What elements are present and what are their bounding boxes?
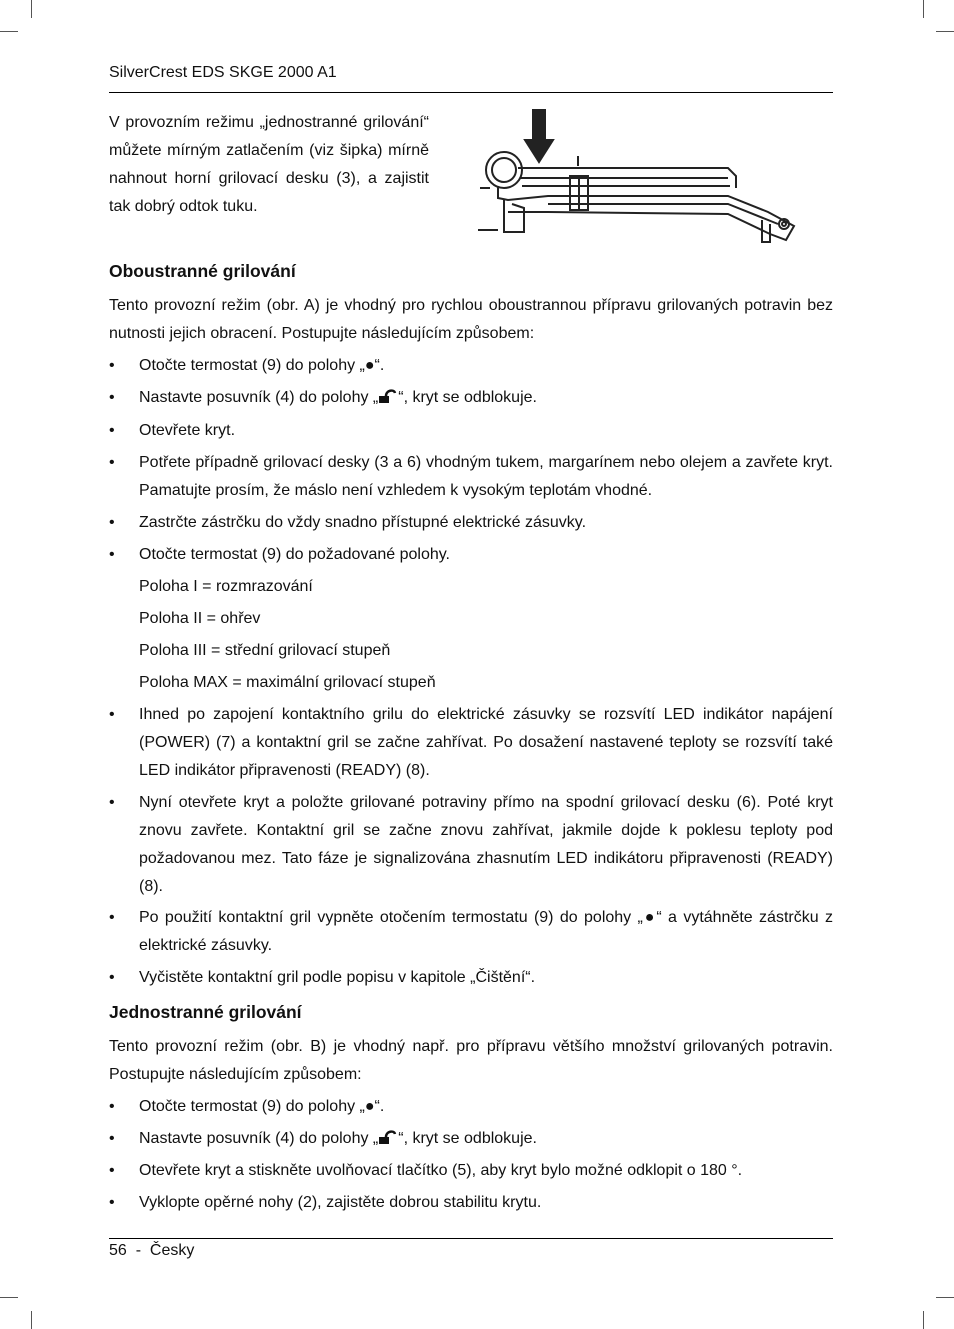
list-item-text: Ihned po zapojení kontaktního grilu do elektrické zásuvky se rozsvítí LED indikátor napájení (POWER) (7) a kontaktní gril se začne zahřívat. Po dosažení nastavené teploty se rozsvítí také LED indikátor připravenosti (READY) (8). (139, 706, 833, 779)
crop-mark (936, 1297, 954, 1298)
header-title: SilverCrest EDS SKGE 2000 A1 (109, 64, 337, 81)
crop-mark (923, 0, 924, 18)
list-item-text: Nyní otevřete kryt a položte grilované potraviny přímo na spodní grilovací desku (6). Poté kryt znovu zavřete. Kontaktní gril se začne znovu zahřívat, jakmile dojde k poklesu teploty pod požadovanou mez. Tato fáze je signalizována zhasnutím LED indikátoru připravenosti (READY) (8). (139, 794, 833, 895)
header-divider (109, 92, 833, 93)
intro-paragraph: V provozním režimu „jednostranné grilování“ můžete mírným zatlačením (viz šipka) mírně nahnout horní grilovací desku (3), a zajistit tak dobrý odtok tuku. (109, 114, 429, 215)
list-item-text: Otočte termostat (9) do polohy „●“. (139, 357, 385, 374)
crop-mark (0, 31, 18, 32)
list-item (109, 904, 833, 960)
unlock-icon (378, 388, 398, 404)
list-item (109, 1189, 833, 1217)
bullet: • (109, 969, 115, 986)
text-after-symbol: “, kryt se odblokuje. (398, 1130, 537, 1147)
grill-tilt-illustration (478, 108, 806, 244)
crop-mark (0, 1297, 18, 1298)
list-item (109, 789, 833, 901)
crop-mark (923, 1311, 924, 1329)
bullet: • (109, 1194, 115, 1211)
list-item (109, 417, 833, 445)
text-after-symbol: “, kryt se odblokuje. (398, 389, 537, 406)
list-item-text: Vyklopte opěrné nohy (2), zajistěte dobrou stabilitu krytu. (139, 1194, 542, 1211)
section-heading: Oboustranné grilování (109, 261, 296, 281)
bullet: • (109, 546, 115, 563)
list-item (109, 384, 833, 412)
crop-mark (936, 31, 954, 32)
list-item (109, 449, 833, 505)
section-heading: Jednostranné grilování (109, 1002, 302, 1022)
list-item-text: Otočte termostat (9) do požadované polohy. (139, 546, 450, 563)
list-item-text (139, 384, 833, 412)
list-item (109, 1125, 833, 1153)
footer-divider (109, 1238, 833, 1239)
bullet: • (109, 909, 115, 926)
list-item-text: Otevřete kryt. (139, 422, 236, 439)
bullet: • (109, 389, 115, 406)
down-arrow-icon (525, 110, 553, 162)
bullet: • (109, 454, 115, 471)
bullet: • (109, 422, 115, 439)
list-item (109, 1157, 833, 1185)
bullet: • (109, 357, 115, 374)
list-item-text: Po použití kontaktní gril vypněte otočením termostatu (9) do polohy „●“ a vytáhněte zástrčku z elektrické zásuvky. (139, 909, 833, 954)
bullet: • (109, 1098, 115, 1115)
list-item-text: Vyčistěte kontaktní gril podle popisu v kapitole „Čištění“. (139, 969, 536, 986)
list-item-text: Otočte termostat (9) do polohy „●“. (139, 1098, 385, 1115)
list-item (109, 964, 833, 992)
position-item: Poloha MAX = maximální grilovací stupeň (139, 674, 436, 691)
list-item (109, 541, 833, 569)
text-before-symbol: Nastavte posuvník (4) do polohy „ (139, 389, 379, 406)
position-item: Poloha III = střední grilovací stupeň (139, 642, 391, 659)
text-before-symbol: Nastavte posuvník (4) do polohy „ (139, 1130, 379, 1147)
list-item (109, 1093, 833, 1121)
bullet: • (109, 1162, 115, 1179)
list-item-text: Otevřete kryt a stiskněte uvolňovací tlačítko (5), aby kryt bylo možné odklopit o 180 °. (139, 1162, 743, 1179)
bullet: • (109, 794, 115, 811)
position-item: Poloha I = rozmrazování (139, 578, 313, 595)
bullet: • (109, 706, 115, 723)
position-item: Poloha II = ohřev (139, 610, 261, 627)
list-item (109, 701, 833, 785)
crop-mark (31, 0, 32, 18)
list-item-text (139, 1125, 833, 1153)
bullet: • (109, 514, 115, 531)
section-intro: Tento provozní režim (obr. B) je vhodný např. pro přípravu většího množství grilovaných potravin. Postupujte následujícím způsobem: (109, 1038, 833, 1083)
list-item (109, 509, 833, 537)
list-item-text: Potřete případně grilovací desky (3 a 6) vhodným tukem, margarínem nebo olejem a zavřete kryt. Pamatujte prosím, že máslo není vzhledem k vysokým teplotám vhodné. (139, 454, 833, 499)
bullet: • (109, 1130, 115, 1147)
section-intro: Tento provozní režim (obr. A) je vhodný pro rychlou oboustrannou přípravu grilovaných potravin bez nutnosti jejich obracení. Postupujte následujícím způsobem: (109, 297, 833, 342)
list-item-text: Zastrčte zástrčku do vždy snadno přístupné elektrické zásuvky. (139, 514, 587, 531)
list-item (109, 352, 833, 380)
crop-mark (31, 1311, 32, 1329)
page-footer: 56 - Česky (109, 1242, 195, 1259)
unlock-icon (378, 1129, 398, 1145)
